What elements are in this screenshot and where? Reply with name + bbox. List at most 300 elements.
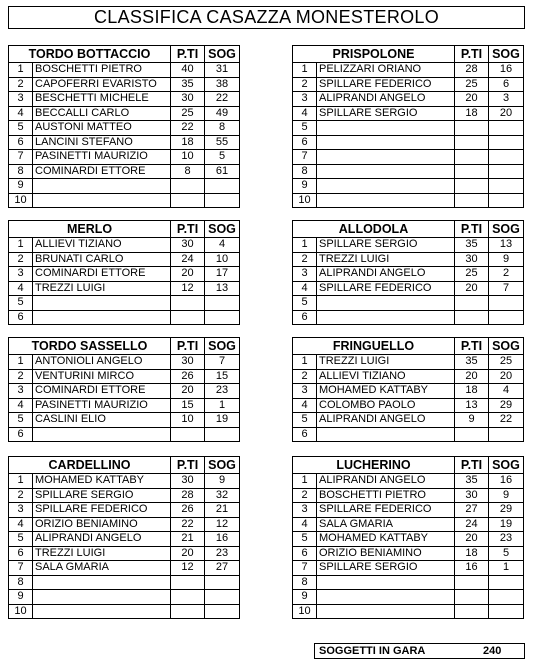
rank-cell: 5 xyxy=(9,121,33,136)
name-cell: CAPOFERRI EVARISTO xyxy=(33,77,171,92)
table-row xyxy=(9,355,240,370)
subjects-cell xyxy=(489,193,524,208)
subjects-cell xyxy=(489,604,524,619)
name-cell: ALIPRANDI ANGELO xyxy=(33,532,171,547)
rank-cell: 8 xyxy=(293,575,317,590)
name-cell: COLOMBO PAOLO xyxy=(317,398,455,413)
name-cell: ORIZIO BENIAMINO xyxy=(33,517,171,532)
total-subjects-box xyxy=(314,643,525,659)
subjects-cell: 31 xyxy=(205,63,240,78)
sog-header: SOG xyxy=(205,46,240,63)
points-cell xyxy=(455,135,489,150)
rank-cell: 2 xyxy=(9,369,33,384)
name-cell xyxy=(317,150,455,165)
category-header: TORDO BOTTACCIO xyxy=(9,46,171,63)
points-cell: 26 xyxy=(171,369,205,384)
category-header: ALLODOLA xyxy=(293,221,455,238)
table-row xyxy=(9,590,240,605)
table-row xyxy=(9,561,240,576)
table-row xyxy=(293,106,524,121)
name-cell xyxy=(33,604,171,619)
subjects-cell: 15 xyxy=(205,369,240,384)
name-cell: COMINARDI ETTORE xyxy=(33,384,171,399)
name-cell: BOSCHETTI PIETRO xyxy=(317,488,455,503)
points-cell: 30 xyxy=(455,488,489,503)
name-cell: TREZZI LUIGI xyxy=(33,281,171,296)
rank-cell: 2 xyxy=(9,252,33,267)
rank-cell: 3 xyxy=(9,503,33,518)
points-cell: 22 xyxy=(171,517,205,532)
table-row xyxy=(9,474,240,489)
total-subjects-label: SOGGETTI IN GARA xyxy=(319,645,426,657)
sog-header: SOG xyxy=(489,46,524,63)
name-cell xyxy=(317,310,455,325)
table-row xyxy=(293,413,524,428)
name-cell xyxy=(33,296,171,311)
points-cell xyxy=(171,427,205,442)
category-header: CARDELLINO xyxy=(9,457,171,474)
subjects-cell: 25 xyxy=(489,355,524,370)
name-cell xyxy=(317,590,455,605)
table-row xyxy=(293,517,524,532)
subjects-cell: 20 xyxy=(489,369,524,384)
table-row xyxy=(9,532,240,547)
subjects-cell xyxy=(489,150,524,165)
rank-cell: 5 xyxy=(9,532,33,547)
rank-cell: 10 xyxy=(293,193,317,208)
points-cell xyxy=(455,121,489,136)
category-header: LUCHERINO xyxy=(293,457,455,474)
rank-cell: 2 xyxy=(293,369,317,384)
points-cell: 20 xyxy=(171,267,205,282)
table-row xyxy=(293,604,524,619)
subjects-cell xyxy=(489,164,524,179)
points-cell xyxy=(455,590,489,605)
rank-cell: 6 xyxy=(9,427,33,442)
points-cell: 30 xyxy=(171,355,205,370)
rank-cell: 10 xyxy=(293,604,317,619)
table-row xyxy=(9,517,240,532)
points-cell: 28 xyxy=(455,63,489,78)
table-row xyxy=(293,296,524,311)
name-cell: TREZZI LUIGI xyxy=(317,355,455,370)
table-row xyxy=(9,179,240,194)
subjects-cell xyxy=(489,575,524,590)
category-header: PRISPOLONE xyxy=(293,46,455,63)
name-cell xyxy=(33,427,171,442)
points-cell: 10 xyxy=(171,413,205,428)
table-row xyxy=(293,590,524,605)
table-row xyxy=(293,164,524,179)
name-cell: SALA GMARIA xyxy=(33,561,171,576)
subjects-cell: 5 xyxy=(205,150,240,165)
points-cell xyxy=(171,296,205,311)
name-cell: SPILLARE FEDERICO xyxy=(317,281,455,296)
name-cell xyxy=(33,575,171,590)
rank-cell: 3 xyxy=(9,384,33,399)
rank-cell: 9 xyxy=(9,590,33,605)
rank-cell: 2 xyxy=(293,488,317,503)
table-row xyxy=(293,384,524,399)
subjects-cell: 20 xyxy=(489,106,524,121)
rank-cell: 4 xyxy=(293,281,317,296)
rank-cell: 6 xyxy=(9,546,33,561)
rank-cell: 9 xyxy=(293,179,317,194)
subjects-cell xyxy=(205,310,240,325)
name-cell xyxy=(33,590,171,605)
points-cell: 35 xyxy=(455,355,489,370)
subjects-cell: 8 xyxy=(205,121,240,136)
name-cell: LANCINI STEFANO xyxy=(33,135,171,150)
subjects-cell xyxy=(205,193,240,208)
table-row xyxy=(293,63,524,78)
sog-header: SOG xyxy=(205,457,240,474)
table-row xyxy=(293,488,524,503)
subjects-cell: 12 xyxy=(205,517,240,532)
points-cell: 30 xyxy=(171,92,205,107)
points-cell: 35 xyxy=(455,474,489,489)
subjects-cell: 13 xyxy=(205,281,240,296)
rank-cell: 9 xyxy=(9,179,33,194)
rank-cell: 2 xyxy=(293,252,317,267)
ranking-table xyxy=(292,337,524,442)
points-cell: 27 xyxy=(455,503,489,518)
table-row xyxy=(293,150,524,165)
name-cell: BESCHETTI MICHELE xyxy=(33,92,171,107)
name-cell: ALLIEVI TIZIANO xyxy=(317,369,455,384)
name-cell: SALA GMARIA xyxy=(317,517,455,532)
table-row xyxy=(9,384,240,399)
pti-header: P.TI xyxy=(455,338,489,355)
rank-cell: 1 xyxy=(293,63,317,78)
rank-cell: 10 xyxy=(9,193,33,208)
points-cell: 20 xyxy=(171,546,205,561)
subjects-cell xyxy=(489,310,524,325)
table-row xyxy=(293,92,524,107)
name-cell: SPILLARE SERGIO xyxy=(317,561,455,576)
rank-cell: 6 xyxy=(9,310,33,325)
subjects-cell: 7 xyxy=(205,355,240,370)
subjects-cell: 29 xyxy=(489,503,524,518)
table-row xyxy=(293,252,524,267)
category-header: MERLO xyxy=(9,221,171,238)
rank-cell: 3 xyxy=(9,267,33,282)
name-cell xyxy=(317,296,455,311)
points-cell: 13 xyxy=(455,398,489,413)
subjects-cell: 3 xyxy=(489,92,524,107)
table-row xyxy=(9,488,240,503)
subjects-cell: 16 xyxy=(205,532,240,547)
rank-cell: 8 xyxy=(9,164,33,179)
points-cell: 25 xyxy=(455,77,489,92)
points-cell: 20 xyxy=(171,384,205,399)
subjects-cell: 9 xyxy=(489,252,524,267)
points-cell: 35 xyxy=(171,77,205,92)
subjects-cell xyxy=(489,121,524,136)
subjects-cell: 22 xyxy=(489,413,524,428)
pti-header: P.TI xyxy=(171,338,205,355)
ranking-table xyxy=(8,337,240,442)
rank-cell: 6 xyxy=(293,310,317,325)
pti-header: P.TI xyxy=(171,221,205,238)
subjects-cell: 19 xyxy=(489,517,524,532)
table-row xyxy=(293,427,524,442)
points-cell: 22 xyxy=(171,121,205,136)
table-row xyxy=(293,179,524,194)
subjects-cell: 27 xyxy=(205,561,240,576)
rank-cell: 2 xyxy=(9,488,33,503)
name-cell: BOSCHETTI PIETRO xyxy=(33,63,171,78)
subjects-cell: 5 xyxy=(489,546,524,561)
ranking-table xyxy=(292,45,524,208)
subjects-cell: 1 xyxy=(205,398,240,413)
name-cell: ALIPRANDI ANGELO xyxy=(317,413,455,428)
rank-cell: 5 xyxy=(9,413,33,428)
name-cell: COMINARDI ETTORE xyxy=(33,164,171,179)
table-row xyxy=(9,369,240,384)
table-row xyxy=(293,474,524,489)
name-cell xyxy=(317,604,455,619)
name-cell: MOHAMED KATTABY xyxy=(33,474,171,489)
points-cell xyxy=(455,150,489,165)
table-row xyxy=(9,121,240,136)
rank-cell: 6 xyxy=(9,135,33,150)
rank-cell: 2 xyxy=(293,77,317,92)
subjects-cell: 16 xyxy=(489,474,524,489)
rank-cell: 5 xyxy=(293,532,317,547)
points-cell: 26 xyxy=(171,503,205,518)
table-row xyxy=(293,561,524,576)
points-cell: 21 xyxy=(171,532,205,547)
name-cell: COMINARDI ETTORE xyxy=(33,267,171,282)
total-subjects-value: 240 xyxy=(483,645,502,657)
name-cell: SPILLARE FEDERICO xyxy=(317,77,455,92)
points-cell: 30 xyxy=(455,252,489,267)
rank-cell: 4 xyxy=(293,517,317,532)
subjects-cell: 32 xyxy=(205,488,240,503)
points-cell: 15 xyxy=(171,398,205,413)
table-row xyxy=(9,398,240,413)
name-cell: ALIPRANDI ANGELO xyxy=(317,267,455,282)
name-cell: PASINETTI MAURIZIO xyxy=(33,150,171,165)
sog-header: SOG xyxy=(489,457,524,474)
points-cell xyxy=(455,310,489,325)
sog-header: SOG xyxy=(489,221,524,238)
subjects-cell xyxy=(489,427,524,442)
subjects-cell: 23 xyxy=(205,546,240,561)
rank-cell: 1 xyxy=(293,474,317,489)
rank-cell: 3 xyxy=(9,92,33,107)
table-row xyxy=(293,135,524,150)
pti-header: P.TI xyxy=(455,46,489,63)
points-cell xyxy=(171,193,205,208)
rank-cell: 5 xyxy=(9,296,33,311)
name-cell: ALIPRANDI ANGELO xyxy=(317,92,455,107)
name-cell: ALIPRANDI ANGELO xyxy=(317,474,455,489)
name-cell: CASLINI ELIO xyxy=(33,413,171,428)
points-cell xyxy=(171,575,205,590)
subjects-cell xyxy=(205,296,240,311)
points-cell: 25 xyxy=(455,267,489,282)
name-cell: SPILLARE FEDERICO xyxy=(317,503,455,518)
rank-cell: 1 xyxy=(293,355,317,370)
name-cell xyxy=(317,121,455,136)
points-cell xyxy=(171,604,205,619)
subjects-cell: 29 xyxy=(489,398,524,413)
table-row xyxy=(9,267,240,282)
rank-cell: 8 xyxy=(293,164,317,179)
subjects-cell: 6 xyxy=(489,77,524,92)
subjects-cell: 61 xyxy=(205,164,240,179)
name-cell xyxy=(317,193,455,208)
rank-cell: 5 xyxy=(293,413,317,428)
table-row xyxy=(293,398,524,413)
name-cell: SPILLARE SERGIO xyxy=(33,488,171,503)
table-row xyxy=(9,150,240,165)
subjects-cell: 2 xyxy=(489,267,524,282)
table-row xyxy=(293,575,524,590)
table-row xyxy=(293,310,524,325)
ranking-table xyxy=(292,456,524,619)
subjects-cell: 17 xyxy=(205,267,240,282)
name-cell: PELIZZARI ORIANO xyxy=(317,63,455,78)
subjects-cell: 4 xyxy=(205,238,240,253)
points-cell: 30 xyxy=(171,474,205,489)
subjects-cell xyxy=(489,296,524,311)
subjects-cell: 9 xyxy=(489,488,524,503)
name-cell: SPILLARE SERGIO xyxy=(317,106,455,121)
pti-header: P.TI xyxy=(171,457,205,474)
table-row xyxy=(293,238,524,253)
table-row xyxy=(9,63,240,78)
rank-cell: 2 xyxy=(9,77,33,92)
table-row xyxy=(9,413,240,428)
subjects-cell: 23 xyxy=(489,532,524,547)
points-cell: 18 xyxy=(455,546,489,561)
points-cell: 12 xyxy=(171,561,205,576)
subjects-cell: 4 xyxy=(489,384,524,399)
name-cell: VENTURINI MIRCO xyxy=(33,369,171,384)
points-cell: 10 xyxy=(171,150,205,165)
table-row xyxy=(9,135,240,150)
subjects-cell: 38 xyxy=(205,77,240,92)
name-cell: BECCALLI CARLO xyxy=(33,106,171,121)
points-cell: 35 xyxy=(455,238,489,253)
table-row xyxy=(9,296,240,311)
rank-cell: 7 xyxy=(293,561,317,576)
table-row xyxy=(9,575,240,590)
subjects-cell xyxy=(489,179,524,194)
points-cell xyxy=(171,590,205,605)
category-header: FRINGUELLO xyxy=(293,338,455,355)
rank-cell: 3 xyxy=(293,267,317,282)
pti-header: P.TI xyxy=(455,221,489,238)
subjects-cell xyxy=(205,590,240,605)
sog-header: SOG xyxy=(205,221,240,238)
rank-cell: 5 xyxy=(293,296,317,311)
points-cell xyxy=(455,179,489,194)
name-cell: PASINETTI MAURIZIO xyxy=(33,398,171,413)
table-row xyxy=(9,106,240,121)
subjects-cell: 21 xyxy=(205,503,240,518)
points-cell: 24 xyxy=(455,517,489,532)
table-row xyxy=(293,503,524,518)
sog-header: SOG xyxy=(205,338,240,355)
table-row xyxy=(293,355,524,370)
rank-cell: 10 xyxy=(9,604,33,619)
subjects-cell xyxy=(205,604,240,619)
table-row xyxy=(9,252,240,267)
name-cell: SPILLARE FEDERICO xyxy=(33,503,171,518)
points-cell: 18 xyxy=(171,135,205,150)
points-cell xyxy=(455,296,489,311)
rank-cell: 7 xyxy=(9,561,33,576)
name-cell: ORIZIO BENIAMINO xyxy=(317,546,455,561)
subjects-cell: 23 xyxy=(205,384,240,399)
points-cell: 18 xyxy=(455,384,489,399)
points-cell xyxy=(455,427,489,442)
rank-cell: 4 xyxy=(9,281,33,296)
rank-cell: 8 xyxy=(9,575,33,590)
table-row xyxy=(9,310,240,325)
points-cell xyxy=(455,575,489,590)
rank-cell: 9 xyxy=(293,590,317,605)
table-row xyxy=(9,164,240,179)
points-cell xyxy=(455,164,489,179)
name-cell xyxy=(317,135,455,150)
name-cell: ANTONIOLI ANGELO xyxy=(33,355,171,370)
ranking-table xyxy=(292,220,524,325)
name-cell xyxy=(317,179,455,194)
points-cell: 40 xyxy=(171,63,205,78)
table-row xyxy=(9,193,240,208)
pti-header: P.TI xyxy=(171,46,205,63)
points-cell: 20 xyxy=(455,532,489,547)
points-cell: 16 xyxy=(455,561,489,576)
points-cell xyxy=(455,193,489,208)
table-row xyxy=(293,532,524,547)
rank-cell: 7 xyxy=(293,150,317,165)
name-cell: TREZZI LUIGI xyxy=(33,546,171,561)
name-cell: MOHAMED KATTABY xyxy=(317,384,455,399)
points-cell: 18 xyxy=(455,106,489,121)
table-row xyxy=(9,92,240,107)
points-cell xyxy=(171,179,205,194)
name-cell: TREZZI LUIGI xyxy=(317,252,455,267)
table-row xyxy=(9,281,240,296)
points-cell: 12 xyxy=(171,281,205,296)
rank-cell: 6 xyxy=(293,135,317,150)
rank-cell: 6 xyxy=(293,427,317,442)
table-row xyxy=(293,77,524,92)
subjects-cell: 13 xyxy=(489,238,524,253)
subjects-cell xyxy=(205,427,240,442)
page-title: CLASSIFICA CASAZZA MONESTEROLO xyxy=(8,6,525,29)
name-cell xyxy=(317,427,455,442)
points-cell: 20 xyxy=(455,281,489,296)
rank-cell: 5 xyxy=(293,121,317,136)
table-row xyxy=(293,267,524,282)
name-cell: AUSTONI MATTEO xyxy=(33,121,171,136)
name-cell xyxy=(317,575,455,590)
points-cell: 24 xyxy=(171,252,205,267)
rank-cell: 4 xyxy=(9,398,33,413)
table-row xyxy=(9,427,240,442)
subjects-cell xyxy=(205,179,240,194)
name-cell xyxy=(33,310,171,325)
rank-cell: 4 xyxy=(293,398,317,413)
rank-cell: 1 xyxy=(9,474,33,489)
